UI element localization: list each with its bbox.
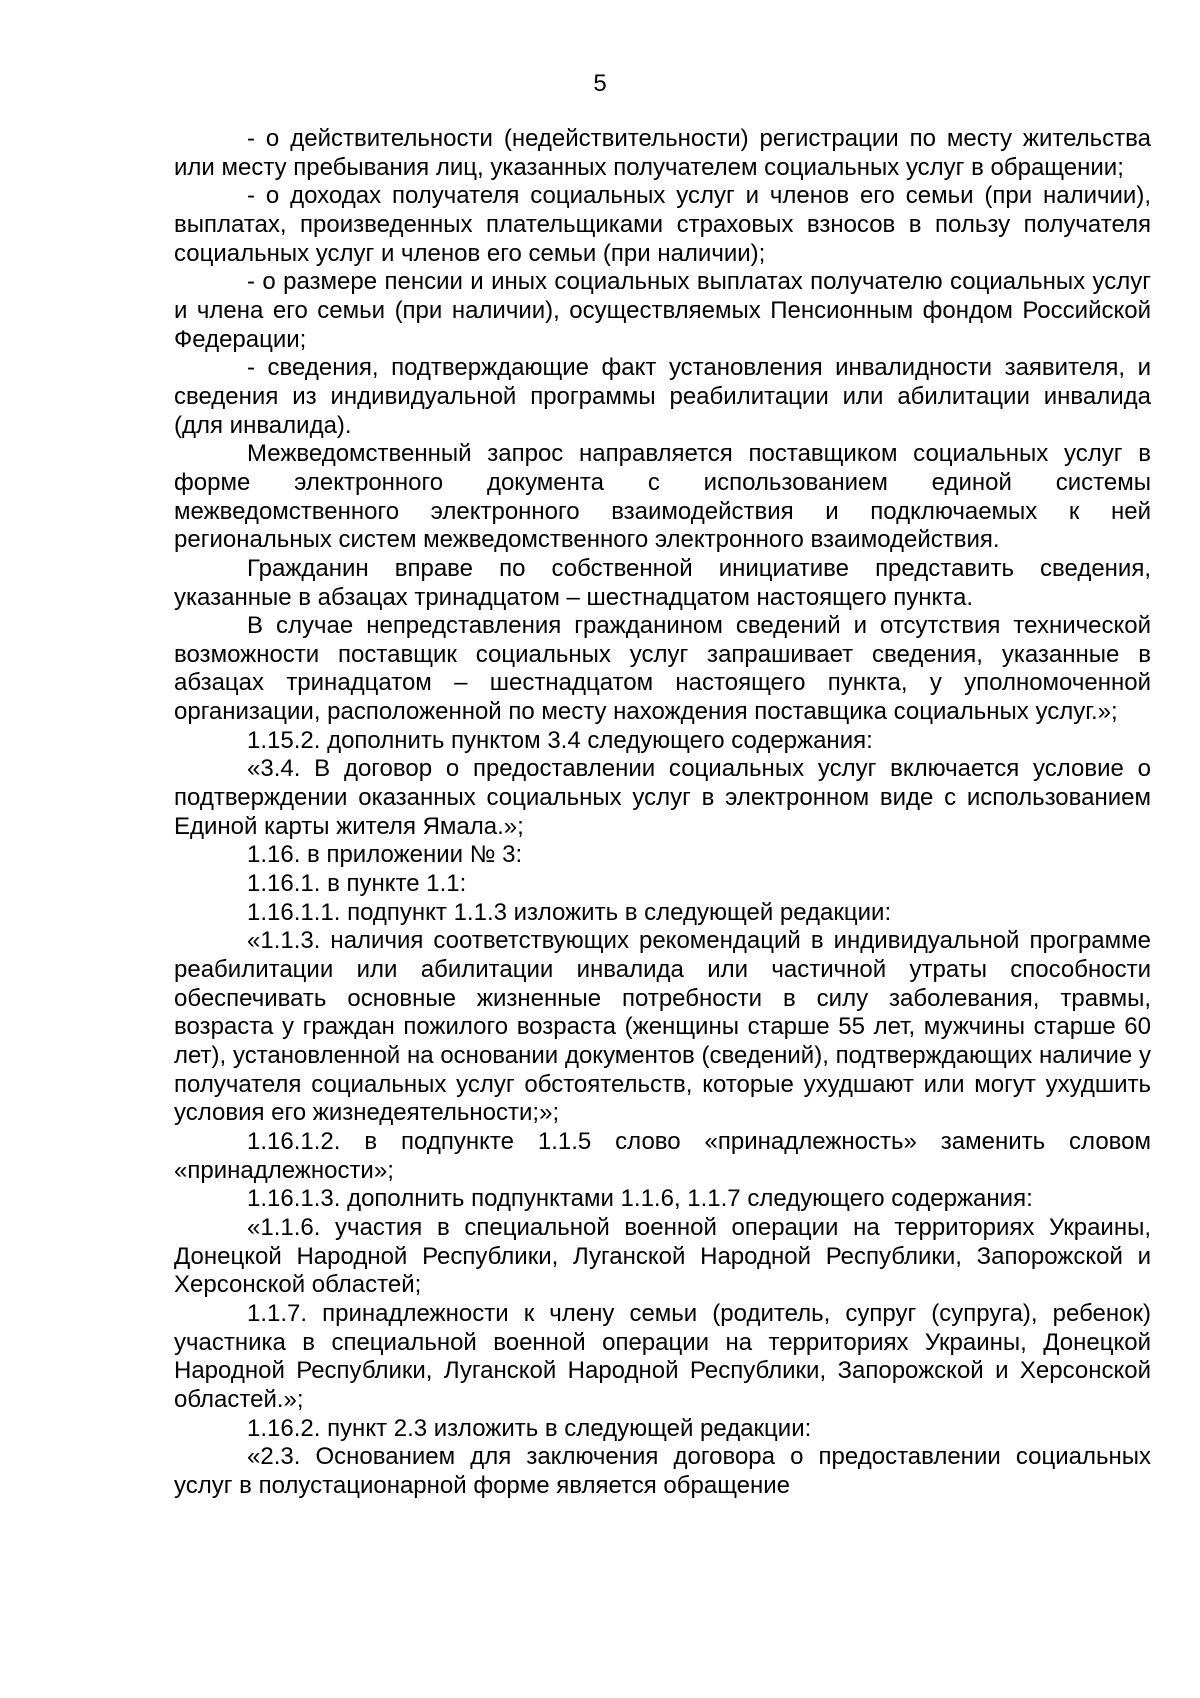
paragraph: - о размере пенсии и иных социальных выплатах получателю социальных услуг и члена его семьи (при наличии), осуществляемых Пенсионным фондом Российской Федерации; xyxy=(174,268,1151,353)
paragraph: - о доходах получателя социальных услуг и членов его семьи (при наличии), выплатах, произведенных плательщиками страховых взносов в пользу получателя социальных услуг и членов его семьи (при наличии); xyxy=(174,182,1151,267)
paragraph: 1.16. в приложении № 3: xyxy=(247,841,523,869)
paragraph: 1.16.1.2. в подпункте 1.1.5 слово «принадлежность» заменить словом «принадлежности»; xyxy=(174,1127,1151,1184)
paragraph: 1.16.1.1. подпункт 1.1.3 изложить в следующей редакции: xyxy=(247,898,892,926)
paragraph: 1.16.2. пункт 2.3 изложить в следующей редакции: xyxy=(247,1414,812,1442)
paragraph: 1.1.7. принадлежности к члену семьи (родитель, супруг (супруга), ребенок) участника в специальной военной операции на территориях Украины, Донецкой Народной Республики, Луганской Народной Республики, Запорожской и Херсонской областей.»; xyxy=(174,1299,1151,1413)
paragraph: 1.16.1. в пункте 1.1: xyxy=(247,870,467,898)
paragraph: «2.3. Основанием для заключения договора о предоставлении социальных услуг в полустационарной форме является обращение xyxy=(174,1443,1151,1499)
paragraph: 1.15.2. дополнить пунктом 3.4 следующего содержания: xyxy=(247,726,873,754)
paragraph: «3.4. В договор о предоставлении социальных услуг включается условие о подтверждении оказанных социальных услуг в электронном виде с использованием Единой карты жителя Ямала.»; xyxy=(174,755,1151,840)
paragraph: Гражданин вправе по собственной инициативе представить сведения, указанные в абзацах тринадцатом – шестнадцатом настоящего пункта. xyxy=(174,554,1151,611)
paragraph: - сведения, подтверждающие факт установления инвалидности заявителя, и сведения из индивидуальной программы реабилитации или абилитации инвалида (для инвалида). xyxy=(174,354,1151,439)
page-number: 5 xyxy=(593,70,607,97)
paragraph: «1.1.6. участия в специальной военной операции на территориях Украины, Донецкой Народной Республики, Луганской Народной Республики, Запорожской и Херсонской областей; xyxy=(174,1213,1151,1299)
paragraph: 1.16.1.3. дополнить подпунктами 1.1.6, 1.1.7 следующего содержания: xyxy=(247,1185,1033,1213)
paragraph: В случае непредставления гражданином сведений и отсутствия технической возможности поставщик социальных услуг запрашивает сведения, указанные в абзацах тринадцатом – шестнадцатом настоящего пункта, у уполномоченной организации, расположенной по месту нахождения поставщика социальных услуг.»; xyxy=(174,612,1151,726)
paragraph: «1.1.3. наличия соответствующих рекомендаций в индивидуальной программе реабилитации или абилитации инвалида или частичной утраты способности обеспечивать основные жизненные потребности в силу заболевания, травмы, возраста у граждан пожилого возраста (женщины старше 55 лет, мужчины старше 60 лет), установленной на основании документов (сведений), подтверждающих наличие у получателя социальных услуг обстоятельств, которые ухудшают или могут ухудшить условия его жизнедеятельности;»; xyxy=(174,927,1151,1127)
paragraph: Межведомственный запрос направляется поставщиком социальных услуг в форме электронного документа с использованием единой системы межведомственного электронного взаимодействия и подключаемых к ней региональных систем межведомственного электронного взаимодействия. xyxy=(174,440,1151,554)
document-body xyxy=(174,125,1151,1501)
paragraph: - о действительности (недействительности) регистрации по месту жительства или месту пребывания лиц, указанных получателем социальных услуг в обращении; xyxy=(174,125,1151,181)
